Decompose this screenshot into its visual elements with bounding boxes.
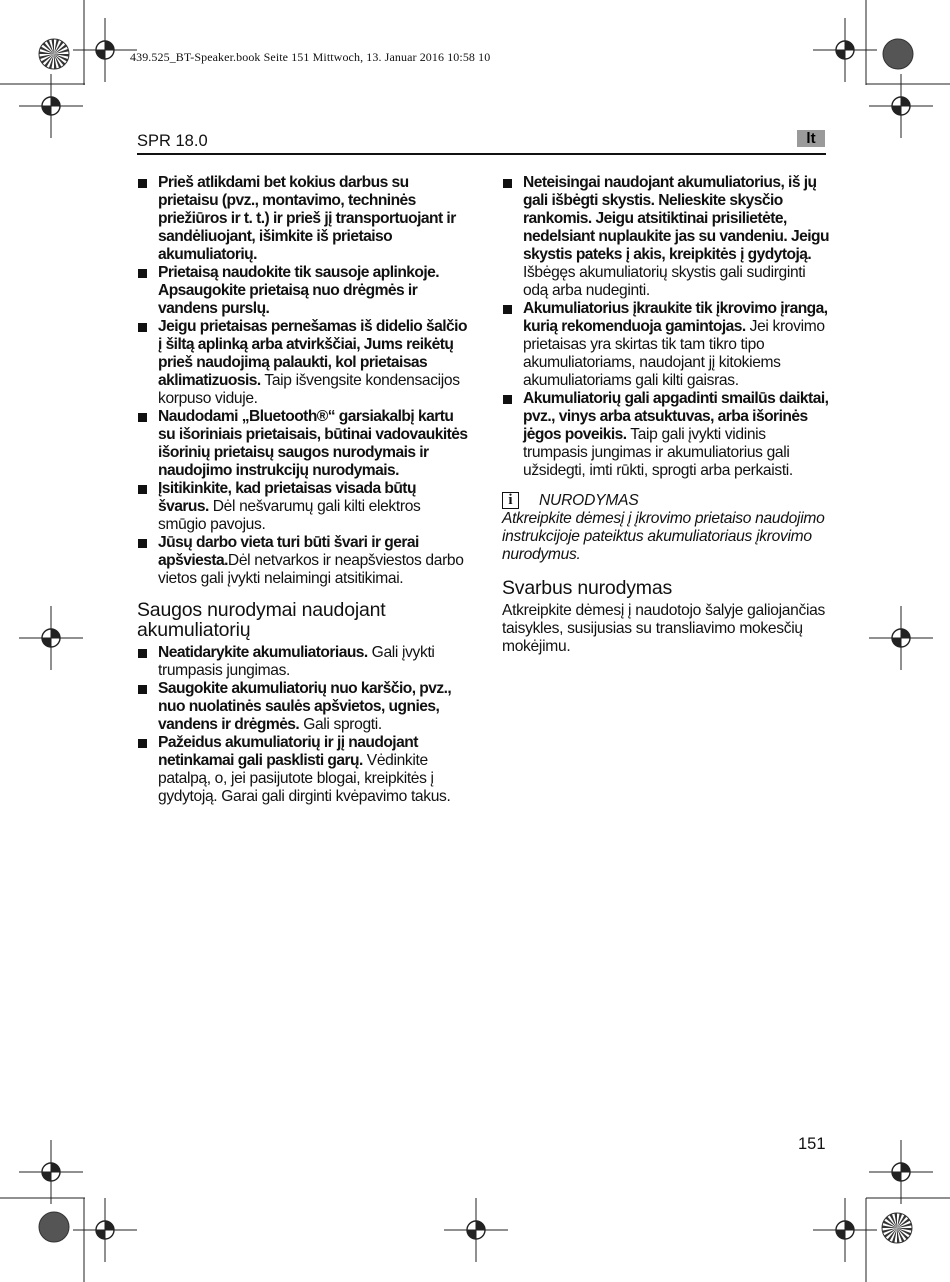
page-number: 151 (798, 1135, 826, 1153)
note-title: NURODYMAS (539, 492, 639, 509)
registration-mark-icon (73, 18, 137, 82)
bullet-square-icon (138, 649, 147, 658)
page-header-title: SPR 18.0 (137, 132, 208, 150)
list-item: Akumuliatorius įkraukite tik įkrovimo įranga, kurią rekomenduoja gamintojas. Jei krovimo prietaisas yra skirtas tik tam tikro tipo akumuliatoriams, naudojant jį kitokiems akumuliatoriams gali kilti gaisras. (502, 300, 832, 390)
bullet-square-icon (138, 179, 147, 188)
list-item: Akumuliatorių gali apgadinti smailūs daiktai, pvz., vinys arba atsuktuvas, arba išorinės jėgos poveikis. Taip gali įvykti vidinis trumpasis jungimas ir akumuliatorius gali užsidegti, imti rūkti, sprogti arba perkaisti. (502, 390, 832, 480)
registration-mark-icon (813, 1198, 877, 1262)
grey-dot-mark (39, 1212, 69, 1242)
bullet-square-icon (138, 685, 147, 694)
list-item: Neatidarykite akumuliatoriaus. Gali įvykti trumpasis jungimas. (137, 644, 469, 680)
header-rule (137, 153, 826, 155)
important-notice-text: Atkreipkite dėmesį į naudotojo šalyje galiojančias taisykles, susijusias su transliavimo mokesčių mokėjimu. (502, 602, 826, 655)
info-icon: i (502, 492, 519, 509)
bullet-square-icon (138, 269, 147, 278)
list-item: Jeigu prietaisas pernešamas iš didelio šalčio į šiltą aplinką arba atvirkščiai, Jums reikėtų prieš naudojimą palaukti, kol prietaisas aklimatizuosis. Taip išvengsite kondensacijos korpuso viduje. (137, 318, 469, 408)
right-column (502, 174, 832, 656)
battery-bullet-list (137, 644, 469, 806)
registration-mark-icon (19, 1140, 83, 1204)
bullet-square-icon (138, 485, 147, 494)
left-column (137, 174, 469, 806)
registration-mark-icon (813, 18, 877, 82)
bullet-square-icon (138, 413, 147, 422)
list-item: Prieš atlikdami bet kokius darbus su prietaisu (pvz., montavimo, techninės priežiūros ir t. t.) ir prieš jį transportuojant ir sandėliuojant, išimkite iš prietaiso akumuliatorių. (137, 174, 469, 264)
note-header (502, 490, 832, 510)
starburst-icon (39, 39, 69, 69)
battery-safety-heading: Saugos nurodymai naudojant akumuliatorių (137, 599, 386, 641)
list-item: Pažeidus akumuliatorių ir jį naudojant netinkamai gali pasklisti garų. Vėdinkite patalpą, o, jei pasijutote blogai, kreipkitės į gydytoją. Garai gali dirginti kvėpavimo takus. (137, 734, 469, 806)
note-text: Atkreipkite dėmesį į įkrovimo prietaiso naudojimo instrukcijoje pateiktus akumuliatoriaus įkrovimo nurodymus. (502, 510, 825, 563)
registration-mark-icon (869, 1140, 933, 1204)
bullet-square-icon (138, 739, 147, 748)
registration-mark-icon (444, 1198, 508, 1262)
list-item: Įsitikinkite, kad prietaisas visada būtų švarus. Dėl nešvarumų gali kilti elektros smūgio pavojus. (137, 480, 469, 534)
bullet-square-icon (503, 179, 512, 188)
bullet-square-icon (138, 539, 147, 548)
list-item: Jūsų darbo vieta turi būti švari ir gerai apšviesta.Dėl netvarkos ir neapšviestos darbo vietos gali įvykti nelaimingi atsitikimai. (137, 534, 469, 588)
registration-mark-icon (869, 606, 933, 670)
bullet-square-icon (503, 305, 512, 314)
bullet-square-icon (503, 395, 512, 404)
language-badge: lt (797, 130, 825, 147)
list-item: Saugokite akumuliatorių nuo karščio, pvz., nuo nuolatinės saulės apšvietos, ugnies, vandens ir drėgmės. Gali sprogti. (137, 680, 469, 734)
grey-dot-mark (883, 39, 913, 69)
print-info-line: 439.525_BT-Speaker.book Seite 151 Mittwoch, 13. Januar 2016 10:58 10 (130, 50, 491, 64)
bullet-square-icon (138, 323, 147, 332)
important-notice-heading: Svarbus nurodymas (502, 577, 673, 599)
registration-mark-icon (19, 606, 83, 670)
list-item: Neteisingai naudojant akumuliatorius, iš jų gali išbėgti skystis. Nelieskite skysčio rankomis. Jeigu atsitiktinai prisilietėte, nedelsiant nuplaukite jas su vandeniu. Jeigu skystis pateks į akis, kreipkitės į gydytoją. Išbėgęs akumuliatorių skystis gali sudirginti odą arba nudeginti. (502, 174, 832, 300)
starburst-icon (882, 1213, 912, 1243)
list-item: Naudodami „Bluetooth®“ garsiakalbį kartu su išoriniais prietaisais, būtinai vadovaukitės išorinių prietaisų saugos nurodymais ir naudojimo instrukcijų nurodymais. (137, 408, 469, 480)
battery-bullet-list-continued (502, 174, 832, 480)
safety-bullet-list (137, 174, 469, 588)
registration-mark-icon (73, 1198, 137, 1262)
list-item: Prietaisą naudokite tik sausoje aplinkoje. Apsaugokite prietaisą nuo drėgmės ir vandens purslų. (137, 264, 469, 318)
